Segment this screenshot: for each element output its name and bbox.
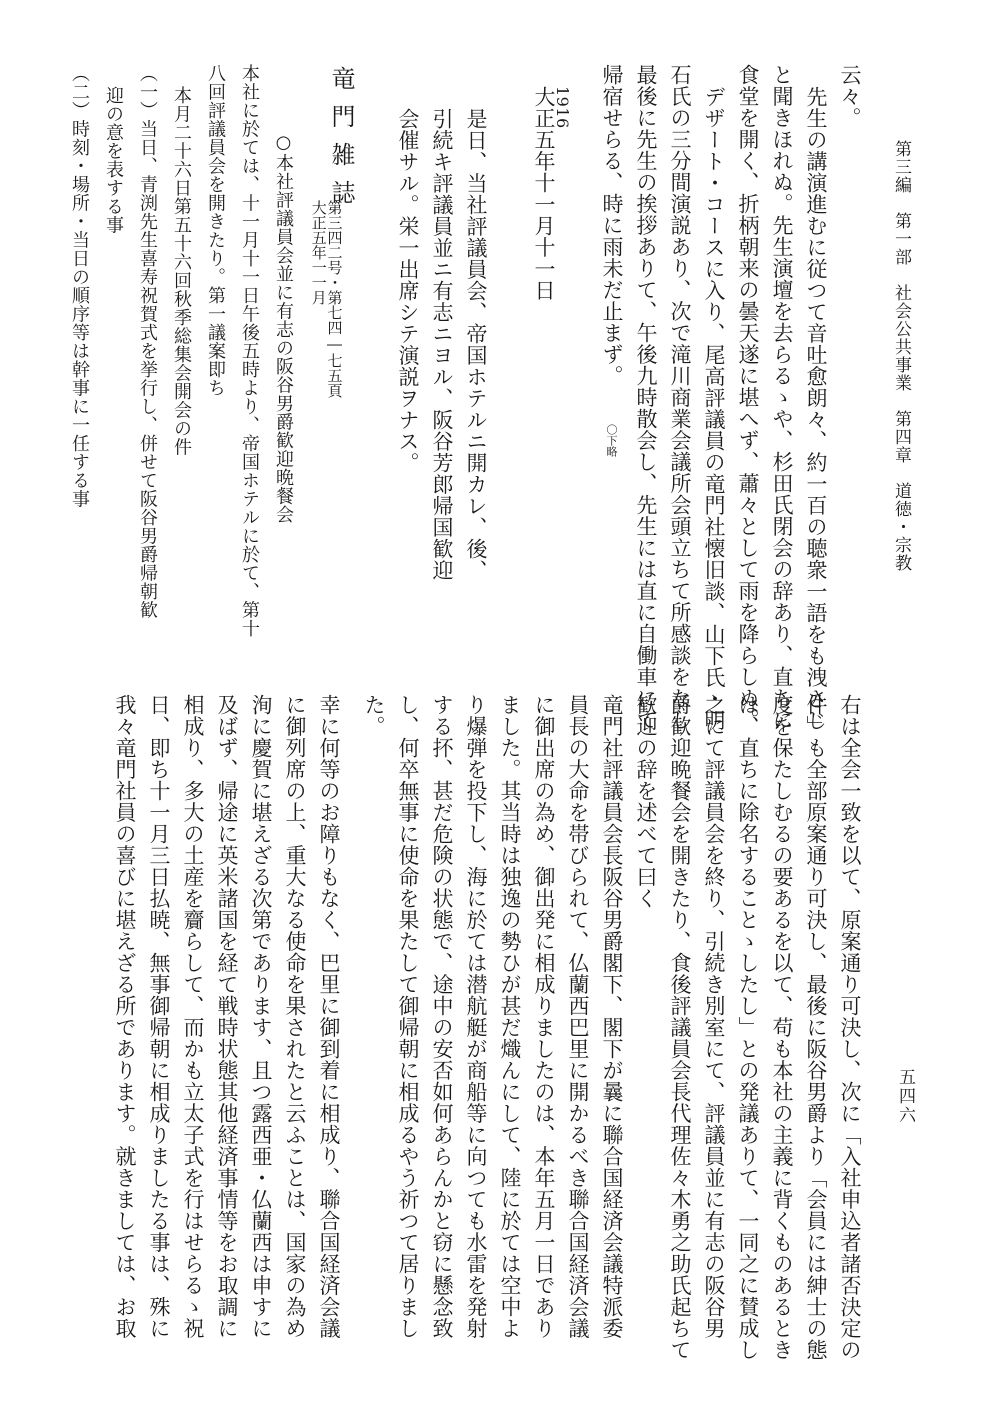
- bottom-line: 竜門社評議員会長阪谷男爵閣下、閣下が曩に聯合国経済会議特派委: [600, 694, 624, 1339]
- top-line: 帰宿せらる、時に雨未だ止まず。: [600, 64, 624, 387]
- bottom-line: は、直ちに除名することゝしたし」との発議ありて、一同之に賛成し: [736, 694, 760, 1361]
- bottom-line: 員長の大命を帯びられて、仏蘭西巴里に開かるべき聯合国経済会議: [566, 694, 590, 1339]
- report-line: ○本社評議員会並に有志の阪谷男爵歓迎晩餐会: [273, 132, 294, 524]
- bottom-line: 及ばず、帰途に英米諸国を経て戦時状態其他経済事情等をお取調に: [215, 694, 239, 1339]
- bottom-line: する抔、甚だ危険の状態で、途中の安否如何あらんかと窃に懸念致: [430, 694, 454, 1339]
- page-number: 五四六: [895, 1068, 915, 1125]
- top-line: 食堂を開く、折柄朝来の曇天遂に堪へず、蕭々として雨を降らしぬ。: [736, 64, 760, 731]
- running-head: 第三編 第一部 社会公共事業 第四章 道徳・宗教: [891, 140, 911, 572]
- report-line: 八回評議員会を開きたり。第一議案即ち: [205, 64, 226, 397]
- report-line: 本月二十六日第五十六回秋季総集会開会の件: [171, 86, 192, 456]
- entry-line: 引続キ評議員並ニ有志ニヨル、阪谷芳郎帰国歓迎: [430, 108, 454, 581]
- bottom-line: に御出席の為め、御出発に相成りましたのは、本年五月一日であり: [532, 694, 556, 1339]
- top-line: 最後に先生の挨拶ありて、午後九時散会し、先生には直に自働車にて: [634, 64, 658, 731]
- report-line: 迎の意を表する事: [103, 86, 124, 234]
- bottom-line: 件」も全部原案通り可決し、最後に阪谷男爵より「会員には紳士の態: [804, 694, 828, 1361]
- bottom-line: 日、即ち十一月三日払暁、無事御帰朝に相成りましたる事は、殊に: [147, 694, 171, 1339]
- bottom-line: 歓迎の辞を述べて曰く: [634, 694, 658, 909]
- top-line: デザート・コースに入り、尾高評議員の竜門社懐旧談、山下氏・明: [702, 86, 726, 731]
- bottom-line: 我々竜門社員の喜びに堪えざる所であります。就きましては、お取: [113, 694, 137, 1339]
- bottom-line: 爵歓迎晩餐会を開きたり、食後評議員会長代理佐々木勇之助氏起ちて: [668, 694, 692, 1361]
- bottom-line: 洵に慶賀に堪えざる次第であります、且つ露西亜・仏蘭西は申すに: [249, 694, 273, 1339]
- top-line: と聞きほれぬ。先生演壇を去らるゝや、杉田氏閉会の辞あり、直ちに: [770, 64, 794, 731]
- bottom-line: に御列席の上、重大なる使命を果されたと云ふことは、国家の為め: [283, 694, 307, 1339]
- report-line: （二）時刻・場所・当日の順序等は幹事に一任する事: [69, 64, 90, 508]
- year-label: 1916: [553, 86, 572, 129]
- source-ref: [310, 200, 342, 398]
- source-title: 竜門雑誌: [327, 66, 355, 218]
- bottom-line: 相成り、多大の土産を齎らして、而かも立太子式を行はせらるゝ祝: [181, 694, 205, 1339]
- omit-note: 〇下略: [605, 424, 618, 457]
- report-line: 本社に於ては、十一月十一日午後五時より、帝国ホテルに於て、第十: [239, 64, 260, 638]
- top-line: 先生の講演進むに従つて音吐愈朗々、約一百の聴衆一語をも洩さじ: [804, 86, 828, 731]
- entry-line: 会催サル。栄一出席シテ演説ヲナス。: [396, 108, 420, 474]
- bottom-line: 幸に何等のお障りもなく、巴里に御到着に相成り、聯合国経済会議: [317, 694, 341, 1339]
- bottom-line: ました。其当時は独逸の勢ひが甚だ熾んにして、陸に於ては空中よ: [498, 694, 522, 1339]
- date-heading: 大正五年十一月十一日: [532, 86, 556, 301]
- top-line: 石氏の三分間演説あり、次で滝川商業会議所会頭立ちて所感談をなし: [668, 64, 692, 731]
- source-ref-line1: 第三四二号・第七四―七五頁: [325, 200, 344, 398]
- source-ref-line2: 大正五年一一月: [309, 200, 328, 305]
- bottom-line: り爆弾を投下し、海に於ては潜航艇が商船等に向つても水雷を発射: [464, 694, 488, 1339]
- bottom-line: 之にて評議員会を終り、引続き別室にて、評議員並に有志の阪谷男: [702, 694, 726, 1339]
- bottom-line: し、何卒無事に使命を果たして御帰朝に相成るやう祈つて居りまし: [396, 694, 420, 1339]
- bottom-line: た。: [362, 694, 386, 737]
- entry-line: 是日、当社評議員会、帝国ホテルニ開カレ、後、: [464, 108, 488, 581]
- bottom-line: 右は全会一致を以て、原案通り可決し、次に「入社申込者諸否決定の: [838, 694, 862, 1361]
- report-line: （一）当日、青渕先生喜寿祝賀式を挙行し、併せて阪谷男爵帰朝歓: [137, 64, 158, 619]
- top-line: 云々。: [838, 64, 862, 129]
- bottom-line: 度を保たしむるの要あるを以て、苟も本社の主義に背くものあるとき: [770, 694, 794, 1361]
